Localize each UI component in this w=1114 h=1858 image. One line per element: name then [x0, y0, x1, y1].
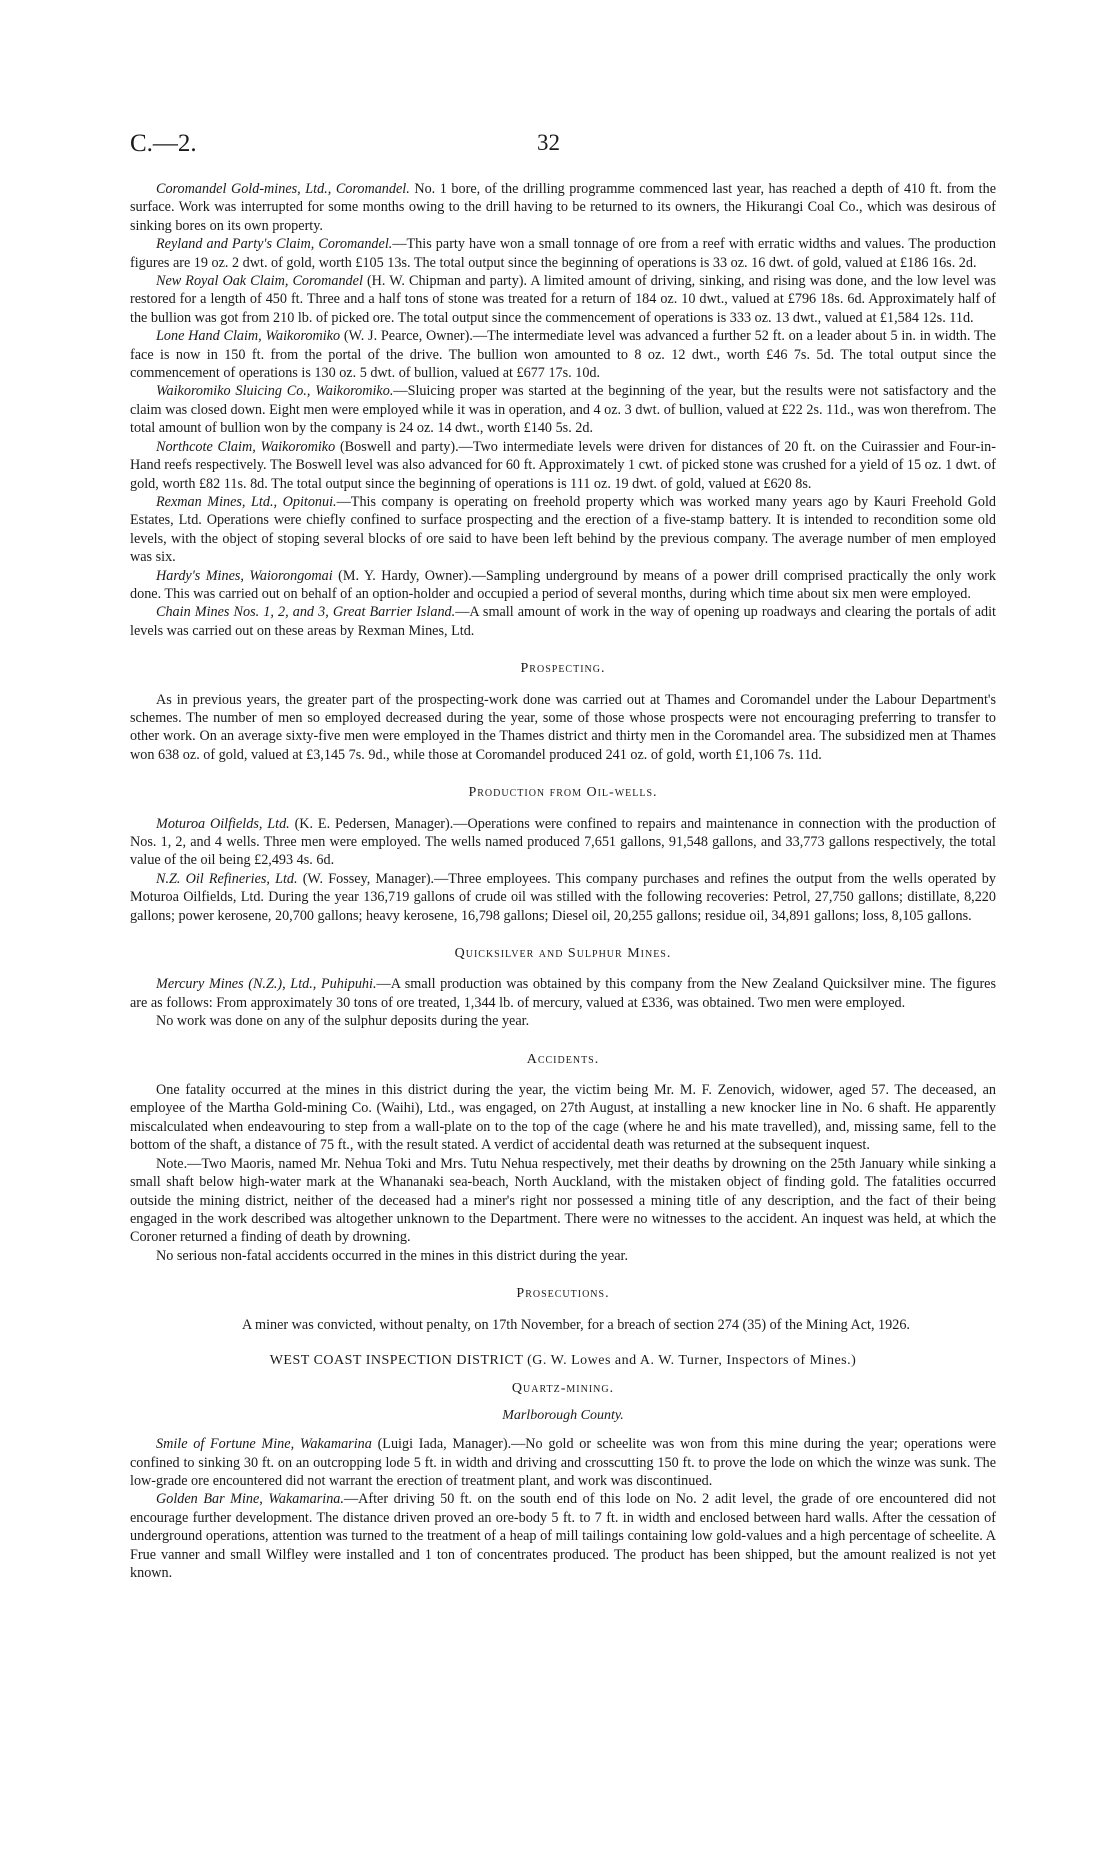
subsection-heading: Quartz-mining.	[511, 1381, 615, 1397]
paragraph: A miner was convicted, without penalty, on 17th November, for a breach of section 274 (35) of the Mining Act, 1926.	[242, 1316, 910, 1333]
paragraph: No serious non-fatal accidents occurred in the mines in this district during the year.	[156, 1247, 628, 1264]
paragraph: Northcote Claim, Waikoromiko (Boswell and party).—Two intermediate levels were driven for distances of 20 ft. on the Cuirassier and Four-in-Hand reefs respectively. The Boswell level was also advanced for 60 ft. Approximately 1 cwt. of picked stone was crushed for a yield of 15 oz. 1 dwt. of gold, worth £82 11s. 8d. The total output since the beginning of operations is 111 oz. 19 dwt. of gold, valued at £620 8s.	[130, 438, 996, 492]
section-heading: Prospecting.	[520, 661, 606, 677]
paragraph: Moturoa Oilfields, Ltd. (K. E. Pedersen, Manager).—Operations were confined to repairs and maintenance in connection with the production of Nos. 1, 2, and 4 wells. Three men were employed. The wells named produced 7,651 gallons, 91,548 gallons, and 33,773 gallons respectively, the total value of the oil being £2,493 4s. 6d.	[130, 815, 997, 869]
paragraph: Lone Hand Claim, Waikoromiko (W. J. Pearce, Owner).—The intermediate level was advanced a further 52 ft. on a leader about 5 in. in width. The face is now in 150 ft. from the portal of the drive. The bullion won amounted to 8 oz. 12 dwt., worth £46 7s. 5d. The total output since the commencement of operations is 130 oz. 5 dwt. of bullion, valued at £677 17s. 10d.	[130, 328, 996, 382]
paragraph: Hardy's Mines, Waiorongomai (M. Y. Hardy, Owner).—Sampling underground by means of a power drill comprised practically the only work done. This was carried out on behalf of an option-holder and occupied a period of several months, during which time about six men were employed.	[130, 567, 997, 602]
paragraph: Mercury Mines (N.Z.), Ltd., Puhipuhi.—A small production was obtained by this company from the New Zealand Quicksilver mine. The figures are as follows: From approximately 30 tons of ore treated, 1,344 lb. of mercury, valued at £336, was obtained. Two men were employed.	[130, 976, 996, 1011]
paragraph: Rexman Mines, Ltd., Opitonui.—This company is operating on freehold property which was worked many years ago by Kauri Freehold Gold Estates, Ltd. Operations were chiefly confined to surface prospecting and the erection of a five-stamp battery. It is intended to recondition some old levels, with the object of stoping several blocks of ore said to have been left behind by the previous company. The average number of men employed was six.	[130, 493, 996, 566]
paragraph: Reyland and Party's Claim, Coromandel.—This party have won a small tonnage of ore from a reef with erratic widths and values. The production figures are 19 oz. 2 dwt. of gold, worth £105 13s. The total output since the beginning of operations is 33 oz. 16 dwt. of gold, valued at £186 16s. 2d.	[130, 236, 997, 271]
paragraph: No work was done on any of the sulphur deposits during the year.	[156, 1013, 530, 1030]
paragraph: N.Z. Oil Refineries, Ltd. (W. Fossey, Manager).—Three employees. This company purchases and refines the output from the wells operated by Moturoa Oilfields, Ltd. During the year 136,719 gallons of crude oil was stilled with the following recoveries: Petrol, 27,750 gallons; distillate, 8,220 gallons; power kerosene, 20,700 gallons; heavy kerosene, 16,798 gallons; Diesel oil, 20,255 gallons; residue oil, 34,891 gallons; loss, 8,105 gallons.	[130, 870, 996, 924]
document-body	[130, 180, 996, 1582]
paragraph: Coromandel Gold-mines, Ltd., Coromandel. No. 1 bore, of the drilling programme commenced last year, has reached a depth of 410 ft. from the surface. Work was interrupted for some months owing to the drill having to be returned to its owners, the Hikurangi Coal Co., which was desirous of sinking bores on its own property.	[130, 181, 996, 234]
page-number: 32	[537, 130, 560, 155]
paragraph: Note.—Two Maoris, named Mr. Nehua Toki and Mrs. Tutu Nehua respectively, met their deaths by drowning on the 25th January while sinking a small shaft below high-water mark at the Whananaki sea-beach, North Auckland, with the mistaken object of finding gold. The fatalities occurred outside the mining district, neither of the deceased had a miner's right nor possessed a mining title of any description, and the fact of their being engaged in the work described was altogether unknown to the Department. There were no witnesses to the accident. An inquest was held, at which the Coroner returned a finding of death by drowning.	[130, 1155, 996, 1246]
paragraph: Golden Bar Mine, Wakamarina.—After driving 50 ft. on the south end of this lode on No. 2 adit level, the grade of ore encountered did not encourage further development. The distance driven proved an ore-body 5 ft. to 7 ft. in width and enclosed between hard walls. After the cessation of underground operations, attention was turned to the treatment of a heap of mill tailings containing low gold-values and a high percentage of scheelite. A Frue vanner and small Wilfley were installed and 1 ton of concentrates produced. The product has been shipped, but the amount realized is not yet known.	[130, 1491, 996, 1581]
section-heading: Prosecutions.	[516, 1286, 610, 1302]
document-code: C.—2.	[130, 130, 197, 157]
district-heading: WEST COAST INSPECTION DISTRICT (G. W. Lowes and A. W. Turner, Inspectors of Mines.)	[269, 1352, 857, 1368]
paragraph: As in previous years, the greater part of the prospecting-work done was carried out at Thames and Coromandel under the Labour Department's schemes. The number of men so employed decreased during the year, some of those whose prospects were not encouraging preferring to transfer to other work. On an average sixty-five men were employed in the Thames district and thirty men in the Coromandel area. The subsidized men at Thames won 638 oz. of gold, valued at £3,145 7s. 9d., while those at Coromandel produced 241 oz. of gold, worth £1,106 7s. 11d.	[130, 691, 996, 763]
paragraph: Chain Mines Nos. 1, 2, and 3, Great Barrier Island.—A small amount of work in the way of opening up roadways and clearing the portals of adit levels was carried out on these areas by Rexman Mines, Ltd.	[130, 604, 996, 639]
section-heading: Production from Oil-wells.	[468, 785, 658, 801]
paragraph: One fatality occurred at the mines in this district during the year, the victim being Mr. M. F. Zenovich, widower, aged 57. The deceased, an employee of the Martha Gold-mining Co. (Waihi), Ltd., was engaged, on 27th August, at installing a new knocker line in No. 6 shaft. He apparently miscalculated when endeavouring to step from a wall-plate on to the top of the cage (where he and his mate travelled), and, missing same, fell to the bottom of the shaft, a distance of 75 ft., with the result stated. A verdict of accidental death was returned at the subsequent inquest.	[130, 1082, 996, 1154]
paragraph: Smile of Fortune Mine, Wakamarina (Luigi Iada, Manager).—No gold or scheelite was won from this mine during the year; operations were confined to sinking 30 ft. on an outcropping lode 5 ft. in width and driving and crosscutting 150 ft. to prove the lode on which the winze was sunk. The low-grade ore encountered did not warrant the erection of treatment plant, and work was discontinued.	[130, 1436, 996, 1489]
county-heading: Marlborough County.	[502, 1407, 624, 1423]
section-heading: Accidents.	[526, 1051, 600, 1067]
paragraph: Waikoromiko Sluicing Co., Waikoromiko.—Sluicing proper was started at the beginning of the year, but the results were not satisfactory and the claim was closed down. Eight men were employed while it was in operation, and 4 oz. 3 dwt. of bullion, valued at £22 2s. 11d., was won therefrom. The total amount of bullion won by the company is 24 oz. 14 dwt., worth £140 5s. 2d.	[130, 383, 996, 437]
section-heading: Quicksilver and Sulphur Mines.	[454, 946, 672, 962]
paragraph: New Royal Oak Claim, Coromandel (H. W. Chipman and party). A limited amount of driving, sinking, and rising was done, and the low level was restored for a length of 450 ft. Three and a half tons of stone was treated for a return of 184 oz. 10 dwt., valued at £796 18s. 6d. Approximately half of the bullion was got from 210 lb. of picked ore. The total output since the commencement of operations is 333 oz. 13 dwt., valued at £1,584 12s. 11d.	[130, 273, 996, 326]
